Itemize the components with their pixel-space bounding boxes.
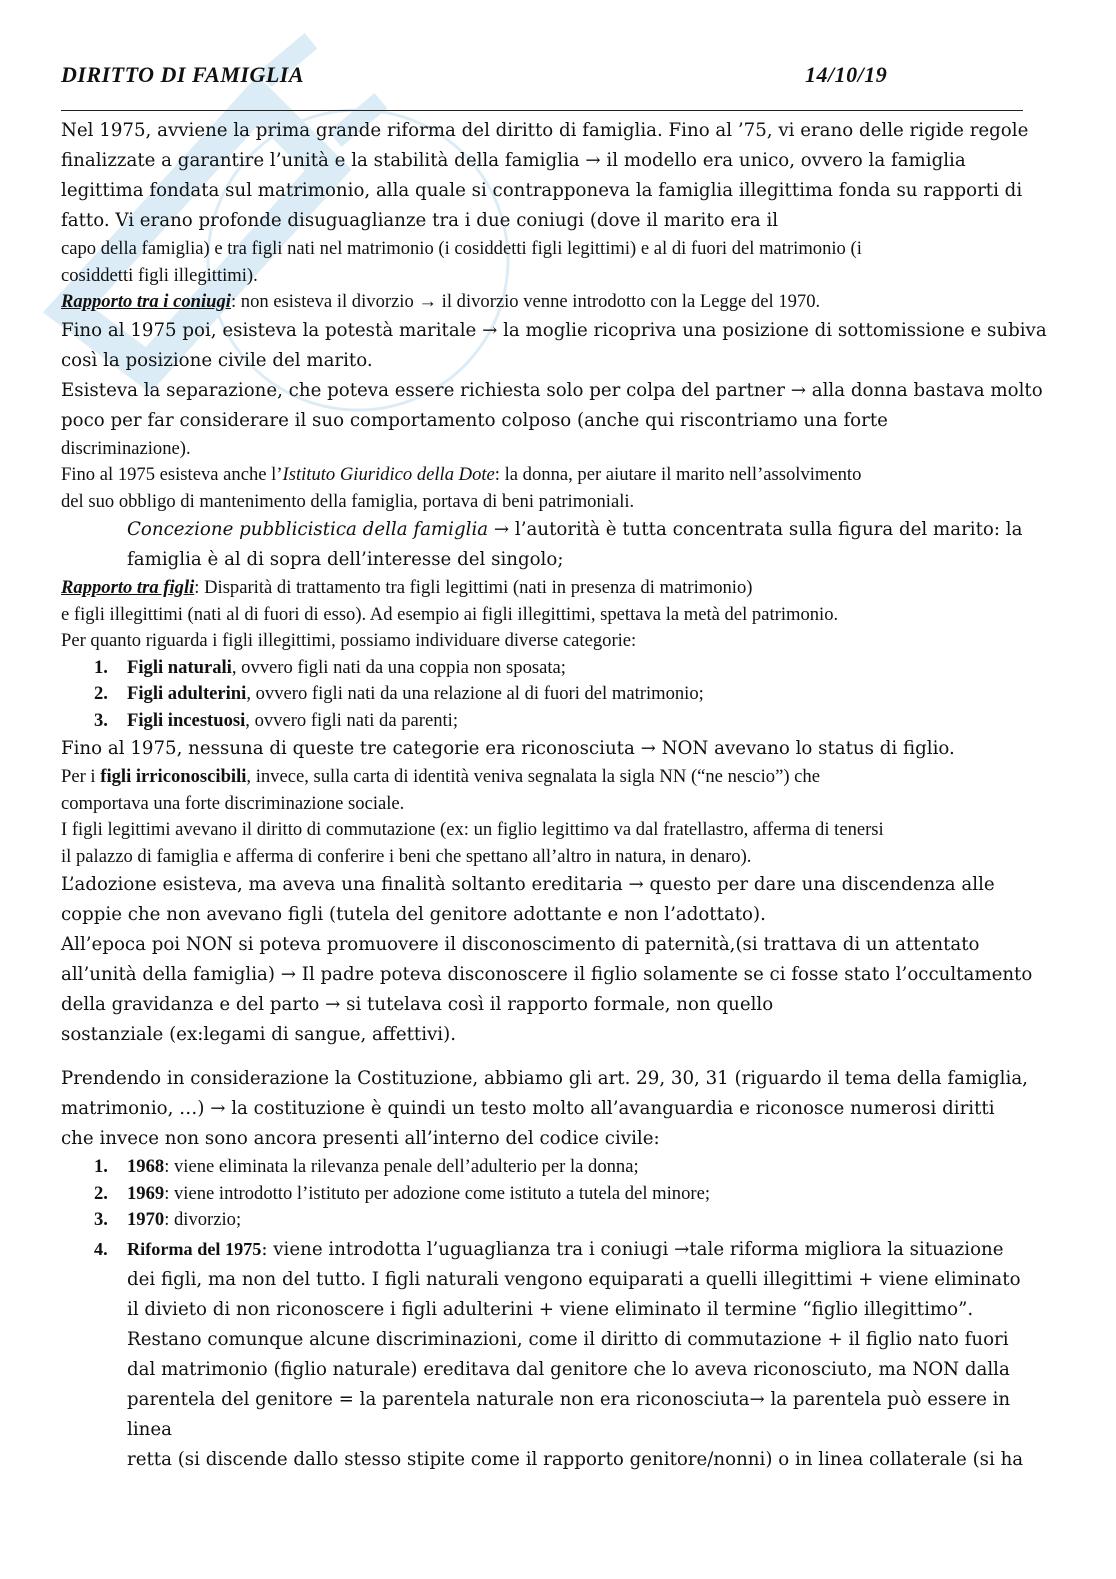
text-line: capo della famiglia) e tra figli nati nel matrimonio (i cosiddetti figli legittimi) e al di fuori del matrimonio (i bbox=[61, 238, 862, 259]
bold-term: Figli adulterini bbox=[127, 683, 247, 704]
text-line: dei figli, ma non del tutto. I figli naturali vengono equiparati a quelli illegittimi + viene eliminato bbox=[127, 1268, 1021, 1290]
intro-paragraph bbox=[61, 116, 1051, 289]
document-date: 14/10/19 bbox=[805, 62, 888, 87]
section-heading: Rapporto tra figli bbox=[61, 577, 195, 598]
text-line: Per quanto riguarda i figli illegittimi, possiamo individuare diverse categorie: bbox=[61, 630, 637, 651]
text-span: : la donna, per aiutare il marito nell’assolvimento bbox=[494, 464, 862, 485]
text-line: il divieto di non riconoscere i figli adulterini + viene eliminato il termine “figlio illegittimo”. bbox=[127, 1298, 974, 1320]
text-line: parentela del genitore = la parentela naturale non era riconosciuta→ la parentela può essere in linea bbox=[127, 1388, 1011, 1440]
list-item bbox=[61, 1207, 1051, 1234]
text-line: che invece non sono ancora presenti all’interno del codice civile: bbox=[61, 1128, 660, 1149]
text-span: , invece, sulla carta di identità veniva segnalata la sigla NN (“ne nescio”) che bbox=[246, 766, 820, 787]
text-span: Per i bbox=[61, 766, 101, 787]
text-span: : viene eliminata la rilevanza penale dell’adulterio per la donna; bbox=[164, 1156, 639, 1177]
text-line: del suo obbligo di mantenimento della famiglia, portava di beni patrimoniali. bbox=[61, 490, 635, 512]
text-line: retta (si discende dallo stesso stipite come il rapporto genitore/nonni) o in linea collaterale (si ha bbox=[127, 1448, 1024, 1470]
text-span: → l’autorità è tutta concentrata sulla figura del marito: la bbox=[488, 519, 1023, 540]
bold-term: 1970 bbox=[127, 1209, 165, 1230]
section-costituzione bbox=[61, 1064, 1051, 1475]
bullet-item bbox=[61, 515, 1051, 575]
text-line: coppie che non avevano figli (tutela del genitore adottante e non l’adottato). bbox=[61, 904, 766, 925]
text-line: legittima fondata sul matrimonio, alla quale si contrapponeva la famiglia illegittima fonda su rapporti di bbox=[61, 180, 1023, 201]
italic-term: Concezione pubblicistica della famiglia bbox=[127, 519, 489, 540]
list-item bbox=[61, 1181, 1051, 1208]
section-rapporto-coniugi bbox=[61, 289, 1051, 575]
bold-term: Figli incestuosi bbox=[127, 709, 246, 731]
list-number: 2. bbox=[94, 1182, 108, 1204]
list-number: 3. bbox=[94, 1209, 108, 1230]
list-item bbox=[61, 1234, 1051, 1475]
text-line: Esisteva la separazione, che poteva essere richiesta solo per colpa del partner → alla donna bastava molto bbox=[61, 379, 1043, 401]
bold-term: Riforma del 1975 bbox=[127, 1238, 262, 1259]
text-line: poco per far considerare il suo comportamento colposo (anche qui riscontriamo una forte bbox=[61, 409, 888, 431]
list-item bbox=[61, 1154, 1051, 1181]
text-line: finalizzate a garantire l’unità e la stabilità della famiglia → il modello era unico, ovvero la famiglia bbox=[61, 150, 966, 171]
header-divider bbox=[61, 110, 1023, 111]
text-line: all’unità della famiglia) → Il padre poteva disconoscere il figlio solamente se ci fosse stato l’occultamento bbox=[61, 964, 1033, 985]
list-number: 1. bbox=[94, 1156, 108, 1177]
section-heading: Rapporto tra i coniugi bbox=[61, 291, 231, 312]
section-rapporto-figli bbox=[61, 575, 1051, 1050]
text-span: : Disparità di trattamento tra figli legittimi (nati in presenza di matrimonio) bbox=[194, 577, 753, 598]
text-line: così la posizione civile del marito. bbox=[61, 349, 373, 371]
text-span: : divorzio; bbox=[164, 1209, 242, 1230]
categorie-list bbox=[61, 655, 1051, 735]
document-header bbox=[61, 62, 1023, 94]
text-span: : viene introdotta l’uguaglianza tra i coniugi →tale riforma migliora la situazione bbox=[261, 1238, 1004, 1260]
text-line: fatto. Vi erano profonde disuguaglianze tra i due coniugi (dove il marito era il bbox=[61, 210, 779, 231]
list-number: 3. bbox=[94, 709, 108, 731]
text-line: All’epoca poi NON si poteva promuovere il disconoscimento di paternità,(si trattava di un attentato bbox=[61, 934, 980, 955]
text-line: I figli legittimi avevano il diritto di commutazione (ex: un figlio legittimo va dal fratellastro, afferma di tenersi bbox=[61, 819, 884, 840]
bold-term: 1969 bbox=[127, 1182, 165, 1204]
text-span: , ovvero figli nati da una coppia non sposata; bbox=[231, 656, 566, 678]
text-span: , ovvero figli nati da parenti; bbox=[245, 709, 459, 731]
paragraph-spacer bbox=[61, 1050, 1051, 1064]
text-line: Nel 1975, avviene la prima grande riforma del diritto di famiglia. Fino al ’75, vi erano delle rigide regole bbox=[61, 120, 1029, 141]
text-span: : viene introdotto l’istituto per adozione come istituto a tutela del minore; bbox=[164, 1182, 710, 1204]
text-line: il palazzo di famiglia e afferma di conferire i beni che spettano all’altro in natura, in denaro). bbox=[61, 845, 752, 867]
list-item bbox=[61, 681, 1051, 708]
text-line: L’adozione esisteva, ma aveva una finalità soltanto ereditaria → questo per dare una discendenza alle bbox=[61, 874, 995, 895]
text-line: dal matrimonio (figlio naturale) ereditava dal genitore che lo aveva riconosciuto, ma NON dalla bbox=[127, 1358, 1010, 1380]
text-line: discriminazione). bbox=[61, 437, 191, 459]
text-line: Restano comunque alcune discriminazioni, come il diritto di commutazione + il figlio nato fuori bbox=[127, 1328, 1009, 1350]
text-line: della gravidanza e del parto → si tutelava così il rapporto formale, non quello bbox=[61, 994, 774, 1015]
riforme-list-continued bbox=[61, 1234, 1051, 1475]
text-span: : non esisteva il divorzio → il divorzio venne introdotto con la Legge del 1970. bbox=[230, 291, 821, 312]
riforme-list bbox=[61, 1154, 1051, 1234]
list-number: 4. bbox=[94, 1238, 108, 1259]
bold-term: figli irriconoscibili bbox=[100, 766, 247, 787]
text-line: Fino al 1975, nessuna di queste tre categorie era riconosciuta → NON avevano lo status di figlio. bbox=[61, 738, 955, 759]
document-title: DIRITTO DI FAMIGLIA bbox=[61, 62, 305, 87]
document-body bbox=[61, 116, 1051, 1475]
text-line: Prendendo in considerazione la Costituzione, abbiamo gli art. 29, 30, 31 (riguardo il tema della famiglia, bbox=[61, 1068, 1028, 1089]
text-line: comportava una forte discriminazione sociale. bbox=[61, 792, 405, 814]
text-line: famiglia è al di sopra dell’interesse del singolo; bbox=[127, 549, 564, 570]
bold-term: Figli naturali bbox=[127, 656, 232, 678]
bold-term: 1968 bbox=[127, 1156, 165, 1177]
text-line: sostanziale (ex:legami di sangue, affettivi). bbox=[61, 1024, 456, 1045]
text-line: cosiddetti figli illegittimi). bbox=[61, 264, 258, 286]
text-line: Fino al 1975 poi, esisteva la potestà maritale → la moglie ricopriva una posizione di sottomissione e subiva bbox=[61, 319, 1047, 341]
text-line: matrimonio, …) → la costituzione è quindi un testo molto all’avanguardia e riconosce numerosi diritti bbox=[61, 1098, 995, 1119]
list-item bbox=[61, 708, 1051, 735]
text-line: e figli illegittimi (nati al di fuori di esso). Ad esempio ai figli illegittimi, spettava la metà del patrimonio. bbox=[61, 603, 839, 625]
italic-term: Istituto Giuridico della Dote bbox=[282, 464, 495, 485]
list-number: 2. bbox=[94, 683, 108, 704]
text-span: Fino al 1975 esisteva anche l’ bbox=[61, 464, 283, 485]
text-span: , ovvero figli nati da una relazione al di fuori del matrimonio; bbox=[246, 683, 704, 704]
list-item bbox=[61, 655, 1051, 682]
list-number: 1. bbox=[94, 656, 108, 678]
